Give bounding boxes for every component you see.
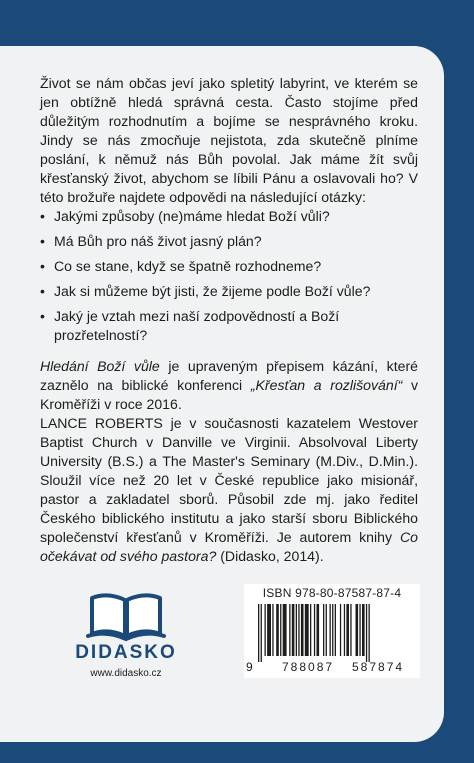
- publisher-url: www.didasko.cz: [90, 668, 162, 679]
- barcode-bar: [369, 604, 370, 662]
- barcode-bar: [340, 604, 341, 656]
- list-item: • Má Bůh pro náš život jasný plán?: [40, 232, 418, 251]
- barcode-bar: [267, 604, 271, 656]
- other-book-title: Co očekávat od svého pastora?: [40, 529, 418, 564]
- open-book-icon: [86, 590, 166, 642]
- book-title: Hledání Boží vůle: [40, 358, 160, 374]
- list-item: • Jakými způsoby (ne)máme hledat Boží vůli?: [40, 207, 418, 226]
- barcode-bar: [314, 604, 315, 656]
- publisher-logo: [66, 590, 186, 682]
- barcode-digits-left: 788087: [282, 660, 335, 674]
- publisher-name: DIDASKO: [75, 642, 177, 663]
- barcode-bar: [335, 604, 336, 656]
- barcode-bar: [283, 604, 287, 656]
- barcode-bar: [265, 604, 266, 656]
- barcode-bar: [317, 604, 320, 656]
- barcode-bar: [366, 604, 367, 662]
- barcode-bar: [261, 604, 262, 662]
- barcode-bar: [258, 604, 259, 662]
- barcode-digits-right: 587874: [352, 660, 405, 674]
- about-paragraph: [40, 357, 418, 414]
- intro-paragraph: Život se nám občas jeví jako spletitý labyrint, ve kterém se jen obtížně hledá správná cesta. Často stojíme před důležitým rozhodnutím a bojíme se nesprávného kroku. Jindy se nás zmocňuje nejistota, zda skutečně plníme poslání, k němuž nás Bůh povolal. Jak máme žít svůj křesťanský život, abychom se líbili Pánu a oslavovali ho? V této brožuře najdete odpovědi na následující otázky:: [40, 75, 418, 205]
- barcode-box: [244, 584, 420, 678]
- isbn-label: ISBN 978-80-87587-87-4: [262, 586, 402, 600]
- barcode-bar: [344, 604, 345, 656]
- author-bio: [40, 414, 418, 566]
- barcode-icon: [258, 604, 416, 662]
- barcode-bar: [359, 604, 360, 656]
- barcode-bar: [305, 604, 309, 656]
- barcode-bar: [280, 604, 281, 656]
- barcode-bar: [276, 604, 279, 656]
- barcode-bar: [292, 604, 295, 656]
- conference-name: „Křesťan a rozlišování“: [250, 377, 403, 393]
- barcode-digit-first: 9: [246, 660, 253, 674]
- list-item: • Jaký je vztah mezi naší zodpovědností a Boží prozřetelností?: [40, 307, 418, 345]
- barcode-bar: [296, 604, 297, 656]
- barcode-bar: [356, 604, 359, 656]
- barcode-bar: [310, 604, 311, 656]
- barcode-bar: [326, 604, 327, 656]
- question-list: [40, 207, 418, 345]
- barcode-bar: [332, 604, 333, 656]
- barcode-bar: [362, 604, 365, 656]
- barcode-bar: [350, 604, 351, 656]
- author-text-end: (Didasko, 2014).: [216, 548, 324, 564]
- barcode-bar: [298, 604, 299, 656]
- barcode-bar: [346, 604, 349, 656]
- barcode-bar: [323, 604, 324, 656]
- publisher-area: [40, 584, 448, 680]
- list-item: • Co se stane, když se špatně rozhodneme?: [40, 257, 418, 276]
- about-text-end: v Kroměříži v roce 2016.: [40, 377, 418, 412]
- barcode-bar: [330, 604, 331, 656]
- about-text: je upraveným přepisem kázání, které zaznělo na biblické konferenci: [40, 358, 418, 393]
- barcode-bar: [301, 604, 304, 656]
- list-item: • Jak si můžeme být jisti, že žijeme podle Boží vůle?: [40, 282, 418, 301]
- barcode-bar: [272, 604, 273, 656]
- author-text: LANCE ROBERTS je v současnosti kazatelem Westover Baptist Church v Danville ve Virginii. Absolvoval Liberty University (B.S.) a The Master's Seminary (M.Div., D.Min.). Sloužil více než 20 let v České republice jako misionář, pastor a zakladatel sborů. Působil zde mj. jako ředitel Českého biblického institutu a jako starší sboru Biblického společenství křesťanů v Kroměříži. Je autorem knihy: [40, 415, 418, 545]
- barcode-bar: [289, 604, 290, 656]
